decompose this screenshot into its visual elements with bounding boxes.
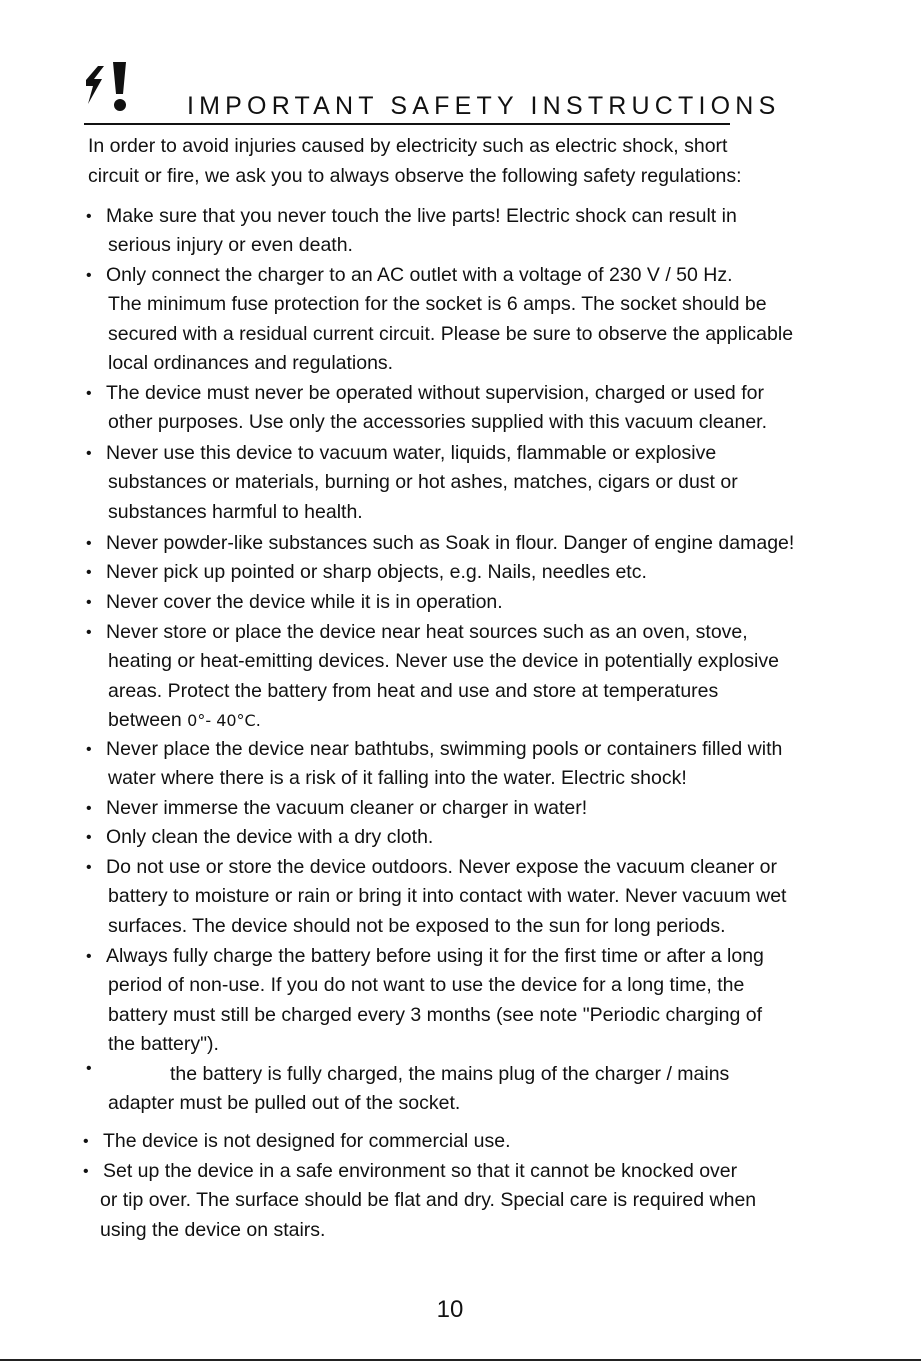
list-item-text [106,618,866,735]
list-item-line: or tip over. The surface should be flat and dry. Special care is required when [100,1189,757,1212]
bullet-marker: • [86,859,92,876]
list-item-line: Set up the device in a safe environment so that it cannot be knocked over [103,1160,738,1182]
bullet-marker: • [86,594,92,611]
bullet-marker: • [83,1163,89,1180]
list-item-text [106,588,866,617]
intro-line: circuit or fire, we ask you to always observe the following safety regulations: [88,165,742,187]
list-item-text [103,1127,863,1156]
list-item-line: Never store or place the device near heat sources such as an oven, stove, [106,621,748,643]
list-item-text [106,794,866,823]
bullet-marker: • [86,564,92,581]
list-item-text [106,379,866,438]
list-item-text [106,261,866,378]
list-item-text [106,735,866,794]
bullet-marker: • [86,445,92,462]
list-item-text [100,1157,863,1245]
list-item-line: local ordinances and regulations. [108,351,394,374]
list-item-line: using the device on stairs. [100,1218,326,1241]
list-item-text [106,1060,866,1119]
list-item-text [106,202,866,261]
list-item-line: battery to moisture or rain or bring it into contact with water. Never vacuum wet [108,885,787,908]
list-item-line: Only clean the device with a dry cloth. [106,826,434,848]
list-item-line: The device is not designed for commercial use. [103,1130,511,1152]
list-item-text [106,823,866,852]
list-item-text [106,558,866,587]
list-item-line: secured with a residual current circuit. Please be sure to observe the applicable [108,322,794,345]
list-item-line: other purposes. Use only the accessories supplied with this vacuum cleaner. [108,411,768,434]
list-item-line: adapter must be pulled out of the socket. [108,1092,461,1115]
list-item-line: Always fully charge the battery before using it for the first time or after a long [106,945,764,967]
list-item-line: Never immerse the vacuum cleaner or charger in water! [106,797,588,819]
list-item-line-prefix: between [108,708,188,731]
list-item-line: water where there is a risk of it falling into the water. Electric shock! [108,767,687,790]
list-item-line: heating or heat-emitting devices. Never use the device in potentially explosive [108,650,779,673]
list-item-text [106,529,866,558]
bullet-marker: • [86,624,92,641]
list-item-text [106,439,866,527]
page-title: IMPORTANT SAFETY INSTRUCTIONS [187,92,781,120]
bottom-divider [0,1359,921,1361]
list-item-line: serious injury or even death. [108,234,353,257]
list-item-line [106,706,866,735]
list-item-line: Make sure that you never touch the live parts! Electric shock can result in [106,205,737,227]
list-item-line: The device must never be operated without supervision, charged or used for [106,382,764,404]
bullet-marker: • [86,741,92,758]
list-item-line: areas. Protect the battery from heat and use and store at temperatures [108,679,719,702]
list-item-line: the battery is fully charged, the mains plug of the charger / mains [170,1063,730,1085]
list-item-text [106,853,866,941]
list-item-line: surfaces. The device should not be exposed to the sun for long periods. [108,914,726,937]
list-item-line: the battery"). [108,1032,219,1055]
bullet-marker: • [86,385,92,402]
bullet-marker: • [86,267,92,284]
bullet-marker: • [86,948,92,965]
bullet-marker: • [83,1133,89,1150]
list-item-line: Never powder-like substances such as Soak in flour. Danger of engine damage! [106,532,795,554]
bullet-marker: • [86,535,92,552]
list-item-text [106,942,866,1059]
page-number: 10 [436,1296,464,1323]
list-item-line: substances or materials, burning or hot ashes, matches, cigars or dust or [108,471,738,494]
list-item-line: battery must still be charged every 3 months (see note "Periodic charging of [108,1003,763,1026]
list-item-line: Only connect the charger to an AC outlet with a voltage of 230 V / 50 Hz. [106,264,733,286]
bullet-marker: • [86,829,92,846]
list-item-line: Never place the device near bathtubs, swimming pools or containers filled with [106,738,783,760]
list-item-line: Never cover the device while it is in operation. [106,591,503,613]
list-item-line: Never pick up pointed or sharp objects, e.g. Nails, needles etc. [106,561,647,583]
list-item-line: period of non-use. If you do not want to use the device for a long time, the [108,974,745,997]
list-item-line: The minimum fuse protection for the socket is 6 amps. The socket should be [108,293,767,316]
temperature-range: 0°- 40°C. [187,710,261,730]
bullet-marker: • [86,1060,92,1077]
list-item-line: substances harmful to health. [108,500,363,523]
intro-line: In order to avoid injuries caused by electricity such as electric shock, short [88,135,728,157]
bullet-marker: • [86,800,92,817]
bullet-marker: • [86,208,92,225]
list-item-line: Do not use or store the device outdoors. Never expose the vacuum cleaner or [106,856,777,878]
list-item-line: Never use this device to vacuum water, liquids, flammable or explosive [106,442,717,464]
